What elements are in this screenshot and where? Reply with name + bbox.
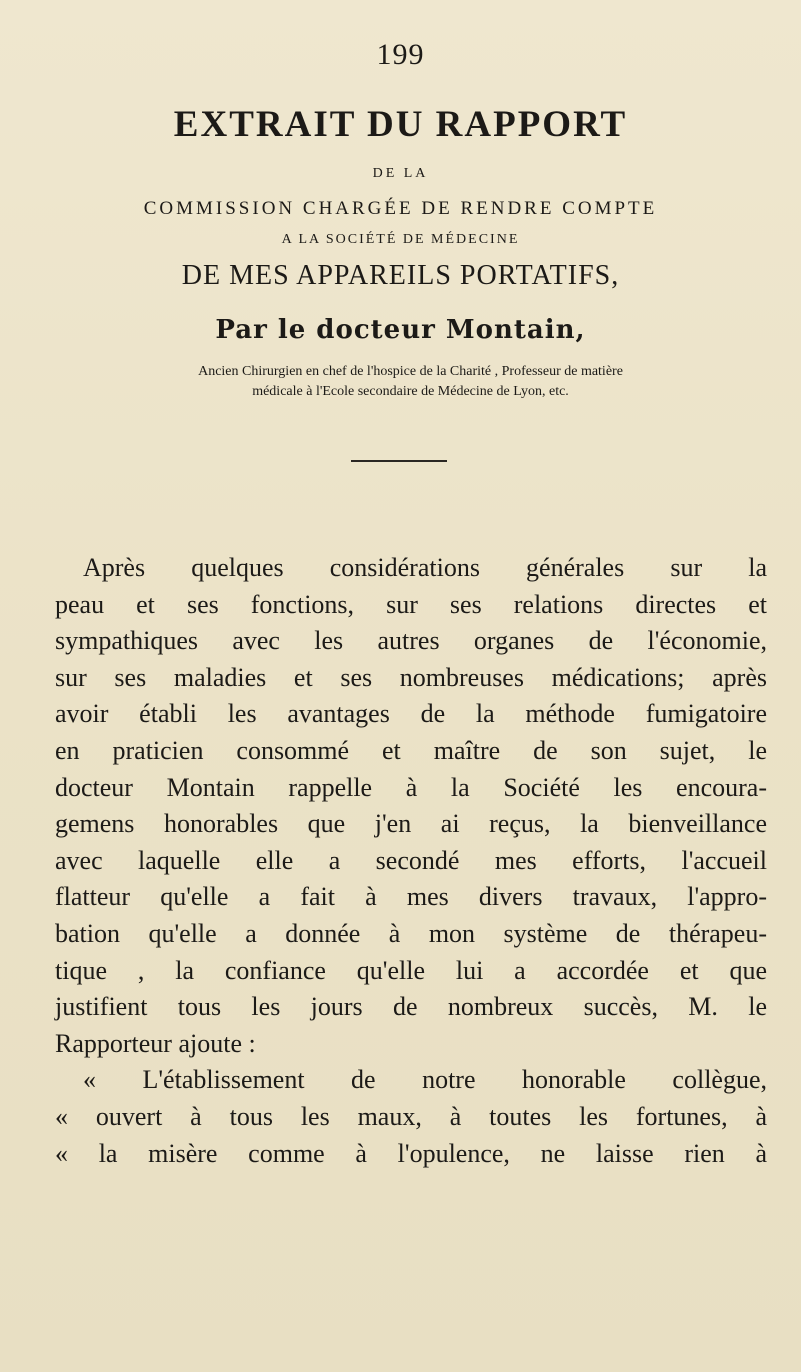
- document-title: EXTRAIT DU RAPPORT: [173, 104, 628, 145]
- text-line: gemens honorables que j'en ai reçus, la bienveillance: [55, 809, 767, 839]
- text-line: bation qu'elle a donnée à mon système de thérapeu-: [55, 918, 767, 948]
- subtitle-commission: COMMISSION CHARGÉE DE RENDRE COMPTE: [143, 198, 658, 219]
- author-credentials: [62, 362, 759, 402]
- text-line: peau et ses fonctions, sur ses relations directes et: [55, 589, 767, 619]
- subtitle-de-la: DE LA: [372, 166, 429, 181]
- subtitle-societe: A LA SOCIÉTÉ DE MÉDECINE: [281, 232, 520, 247]
- text-line: Après quelques considérations générales sur la: [83, 553, 767, 582]
- page-number: 199: [376, 38, 425, 71]
- credentials-line: Ancien Chirurgien en chef de l'hospice de la Charité , Professeur de matière: [198, 364, 623, 379]
- text-line: flatteur qu'elle a fait à mes divers travaux, l'appro-: [55, 882, 767, 912]
- text-line: « la misère comme à l'opulence, ne laisse rien à: [55, 1138, 767, 1168]
- section-divider: [351, 460, 447, 462]
- text-line: Rapporteur ajoute :: [55, 1028, 256, 1058]
- text-line: « L'établissement de notre honorable collègue,: [83, 1065, 767, 1095]
- text-line: justifient tous les jours de nombreux succès, M. le: [55, 992, 767, 1022]
- text-line: avoir établi les avantages de la méthode fumigatoire: [55, 699, 767, 729]
- text-line: sympathiques avec les autres organes de l'économie,: [55, 626, 767, 656]
- text-line: avec laquelle elle a secondé mes efforts, l'accueil: [55, 845, 767, 875]
- text-line: docteur Montain rappelle à la Société les encoura-: [55, 772, 767, 802]
- subtitle-appareils: DE MES APPAREILS PORTATIFS,: [181, 260, 620, 291]
- author-line: Par le docteur Montain,: [215, 315, 586, 345]
- text-line: « ouvert à tous les maux, à toutes les fortunes, à: [55, 1101, 767, 1131]
- text-line: sur ses maladies et ses nombreuses médications; après: [55, 662, 767, 692]
- body-paragraph: [55, 550, 767, 1172]
- text-line: tique , la confiance qu'elle lui a accordée et que: [55, 955, 767, 985]
- credentials-line: médicale à l'Ecole secondaire de Médecine de Lyon, etc.: [252, 384, 569, 399]
- text-line: en praticien consommé et maître de son sujet, le: [55, 735, 767, 765]
